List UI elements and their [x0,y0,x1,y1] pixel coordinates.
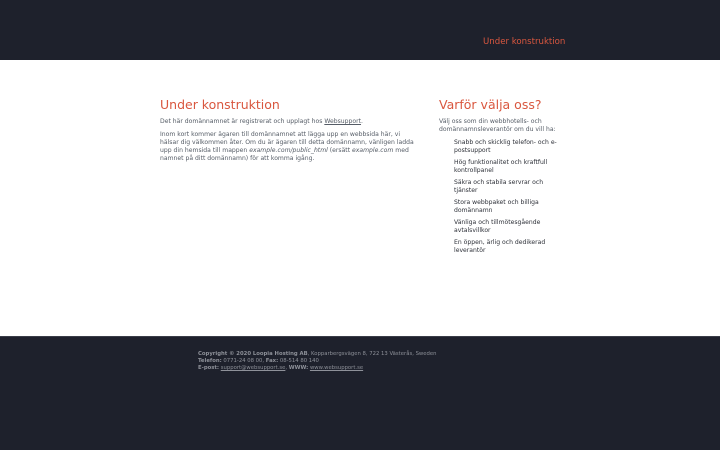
list-item: Säkra och stabila servrar och tjänster [454,179,544,194]
websupport-link[interactable]: Websupport [324,118,362,125]
fax-number: 08-514 80 140 [278,358,319,365]
page-title: Under konstruktion [160,97,280,112]
footer-line-web: E-post: support@websupport.se, WWW: www.websupport.se [198,365,364,372]
main-content [160,97,420,163]
instructions-text-a: Inom kort kommer ägaren till domännamnet att lägga upp en webbsida här, vi hälsar dig välkommen åter. Om du är ägaren till detta domännamn, vänligen ladda upp din hemsida till mappen [160,131,414,154]
why-us-intro: Välj oss som din webbhotells- och domännamnsleverantör om du vill ha: [439,118,556,133]
why-us-title: Varför välja oss? [439,97,542,112]
registration-paragraph [160,118,420,126]
footer [0,336,720,450]
email-link[interactable]: support@websupport.se [220,365,286,372]
phone-label: Telefon: [198,358,222,365]
header-under-construction-link[interactable]: Under konstruktion [483,37,566,47]
registration-end: . [361,118,363,125]
list-item: En öppen, ärlig och dedikerad leverantör [454,239,546,254]
why-us-sidebar [439,97,569,259]
footer-line-phone [198,358,437,365]
email-label: E-post: [198,365,220,372]
list-item: Snabb och skicklig telefon- och e-postsupport [454,139,557,154]
list-item: Stora webbpaket och billiga domännamn [454,199,539,214]
list-item: Hög funktionalitet och kraftfull kontrollpanel [454,159,548,174]
instructions-path: example.com/public_html [249,147,328,154]
registration-text: Det här domännamnet är registrerat och upplagt hos [160,118,325,125]
instructions-domain: example.com [352,147,394,154]
company-address: , Kopparbergsvägen 8, 722 13 Västerås, Sweden [307,351,437,357]
benefits-list [439,139,569,255]
footer-line-copyright [198,351,437,358]
instructions-text-b: (ersätt [327,147,353,154]
www-label: WWW: [288,365,309,372]
copyright-label: Copyright © 2020 Loopia Hosting AB [198,351,308,357]
list-item: Vänliga och tillmötesgående avtalsvillkor [454,219,541,234]
fax-label: Fax: [265,358,279,365]
phone-number: 0771-24 08 00, [221,358,266,365]
instructions-paragraph [160,131,418,163]
www-link[interactable]: www.websupport.se [309,365,364,372]
instructions-text-c: med namnet på ditt domännamn) för att komma igång. [160,147,409,162]
header-bar [0,0,720,60]
footer-contact-info [198,351,437,373]
